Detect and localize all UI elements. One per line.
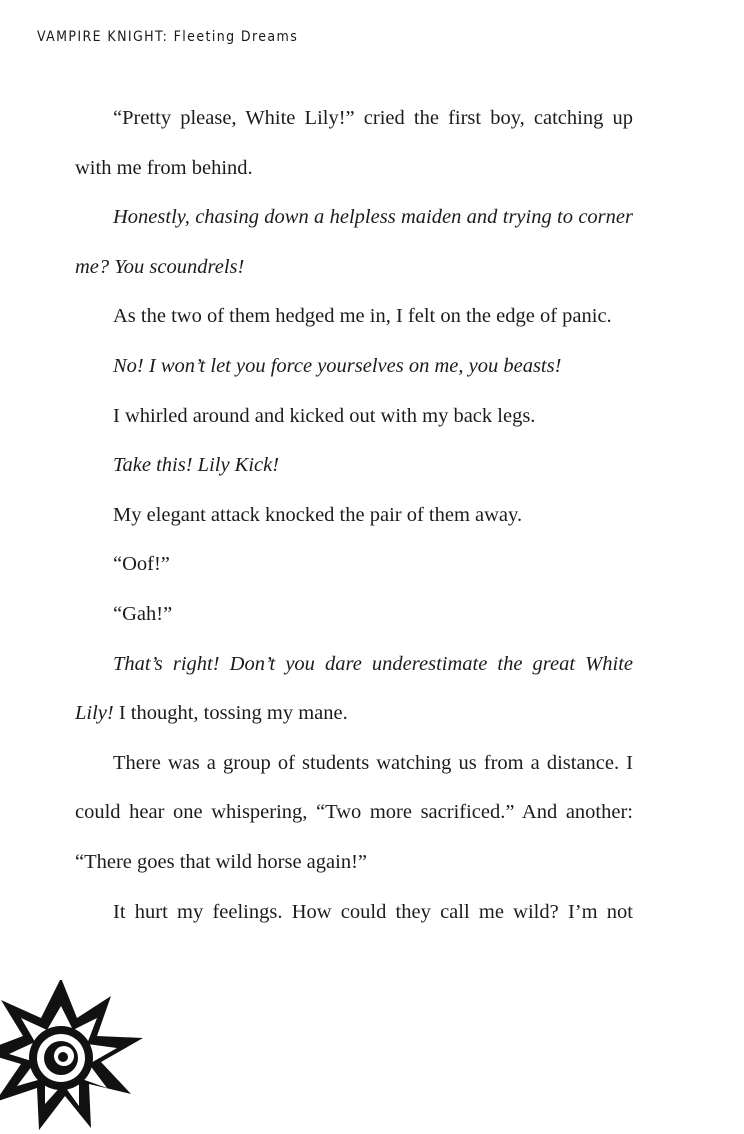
paragraph: That’s right! Don’t you dare underestimate the great White Lily! I thought, tossing my mane.: [75, 652, 633, 725]
paragraph: Honestly, chasing down a helpless maiden and trying to corner me? You scoundrels!: [75, 206, 633, 278]
paragraph: There was a group of students watching us from a distance. I could hear one whispering, “Two more sacrificed.” And another: “There goes that wild horse again!”: [75, 751, 633, 873]
paragraph: It hurt my feelings. How could they call me wild? I’m not: [113, 900, 633, 923]
running-head: VAMPIRE KNIGHT: Fleeting Dreams: [37, 29, 299, 45]
rose-ornament-icon: [0, 980, 146, 1134]
paragraph: “Pretty please, White Lily!” cried the first boy, catching up with me from behind.: [75, 107, 633, 179]
paragraph: No! I won’t let you force yourselves on me, you beasts!: [113, 354, 562, 377]
body-text: [75, 94, 633, 937]
paragraph: As the two of them hedged me in, I felt on the edge of panic.: [113, 305, 612, 328]
paragraph: “Oof!”: [113, 553, 170, 576]
paragraph: I whirled around and kicked out with my back legs.: [113, 404, 536, 427]
paragraph: “Gah!”: [113, 602, 173, 625]
paragraph: My elegant attack knocked the pair of them away.: [113, 503, 523, 526]
paragraph: Take this! Lily Kick!: [113, 454, 280, 477]
